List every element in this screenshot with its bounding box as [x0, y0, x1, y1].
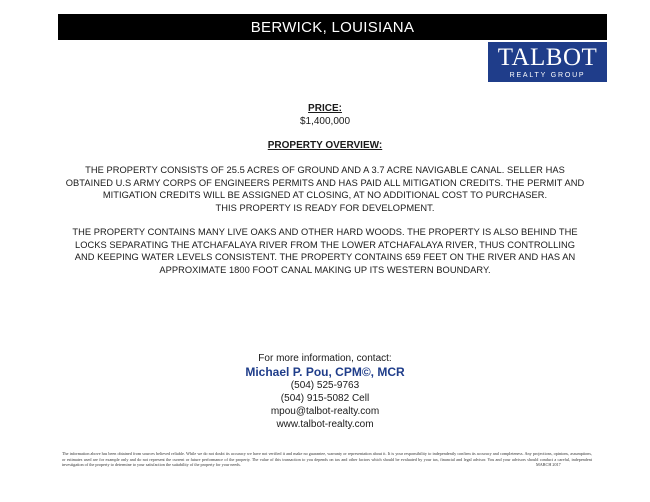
price-heading: PRICE: — [308, 103, 342, 114]
paragraph-line: AND KEEPING WATER LEVELS CONSISTENT. THE PROPERTY CONTAINS 659 FEET ON THE RIVER AND HAS AN — [74, 252, 576, 263]
contact-cell: (504) 915-5082 Cell — [280, 393, 370, 404]
paragraph-line: THE PROPERTY CONTAINS MANY LIVE OAKS AND OTHER HARD WOODS. THE PROPERTY IS ALSO BEHIND THE — [72, 227, 578, 237]
overview-paragraph-1 — [56, 164, 594, 214]
title-bar — [58, 14, 607, 40]
contact-name: Michael P. Pou, CPM©, MCR — [245, 365, 405, 379]
paragraph-line: APPROXIMATE 1800 FOOT CANAL MAKING UP ITS WESTERN BOUNDARY. — [159, 264, 491, 275]
overview-heading: PROPERTY OVERVIEW: — [267, 140, 383, 151]
price-value: $1,400,000 — [299, 116, 351, 127]
logo-subtitle: REALTY GROUP — [509, 72, 586, 79]
contact-block — [0, 352, 650, 431]
overview-paragraph-2 — [56, 226, 594, 276]
paragraph-line: THE PROPERTY CONSISTS OF 25.5 ACRES OF GROUND AND A 3.7 ACRE NAVIGABLE CANAL. SELLER HAS — [85, 165, 565, 175]
paragraph-line: LOCKS SEPARATING THE ATCHAFALAYA RIVER FROM THE LOWER ATCHAFALAYA RIVER, THUS CONTROLLING — [74, 239, 576, 250]
paragraph-line: THIS PROPERTY IS READY FOR DEVELOPMENT. — [215, 202, 435, 213]
contact-website: www.talbot-realty.com — [276, 419, 374, 430]
paragraph-line: MITIGATION CREDITS WILL BE ASSIGNED AT CLOSING, AT NO ADDITIONAL COST TO PURCHASER. — [102, 190, 548, 201]
contact-email: mpou@talbot-realty.com — [270, 406, 380, 417]
paragraph-line: OBTAINED U.S ARMY CORPS OF ENGINEERS PERMITS AND HAS PAID ALL MITIGATION CREDITS. THE PERMIT AND — [65, 177, 585, 188]
page-title: BERWICK, LOUISIANA — [250, 18, 415, 36]
disclaimer-text: The information above has been obtained from sources believed reliable. While we do not doubt its accuracy we have not verified it and make no guarantee, warranty or representation about it. It is your responsibility to independently confirm its accuracy and completeness. Any projections, opinions, assumptions, or estimates used are for example only and do not represent the current or future performance of the property. The value of this transaction to you depends on tax and other factors which should be evaluated by your tax, financial and legal advisor. You and your advisors should conduct a careful, independent investigation of the property to determine to your satisfaction the suitability of the property for your needs. — [62, 451, 592, 468]
company-logo — [488, 42, 607, 82]
logo-name: TALBOT — [497, 44, 598, 71]
contact-phone: (504) 525-9763 — [290, 380, 360, 391]
disclaimer-date: MARCH 2017 — [536, 462, 561, 467]
contact-intro: For more information, contact: — [258, 353, 392, 364]
